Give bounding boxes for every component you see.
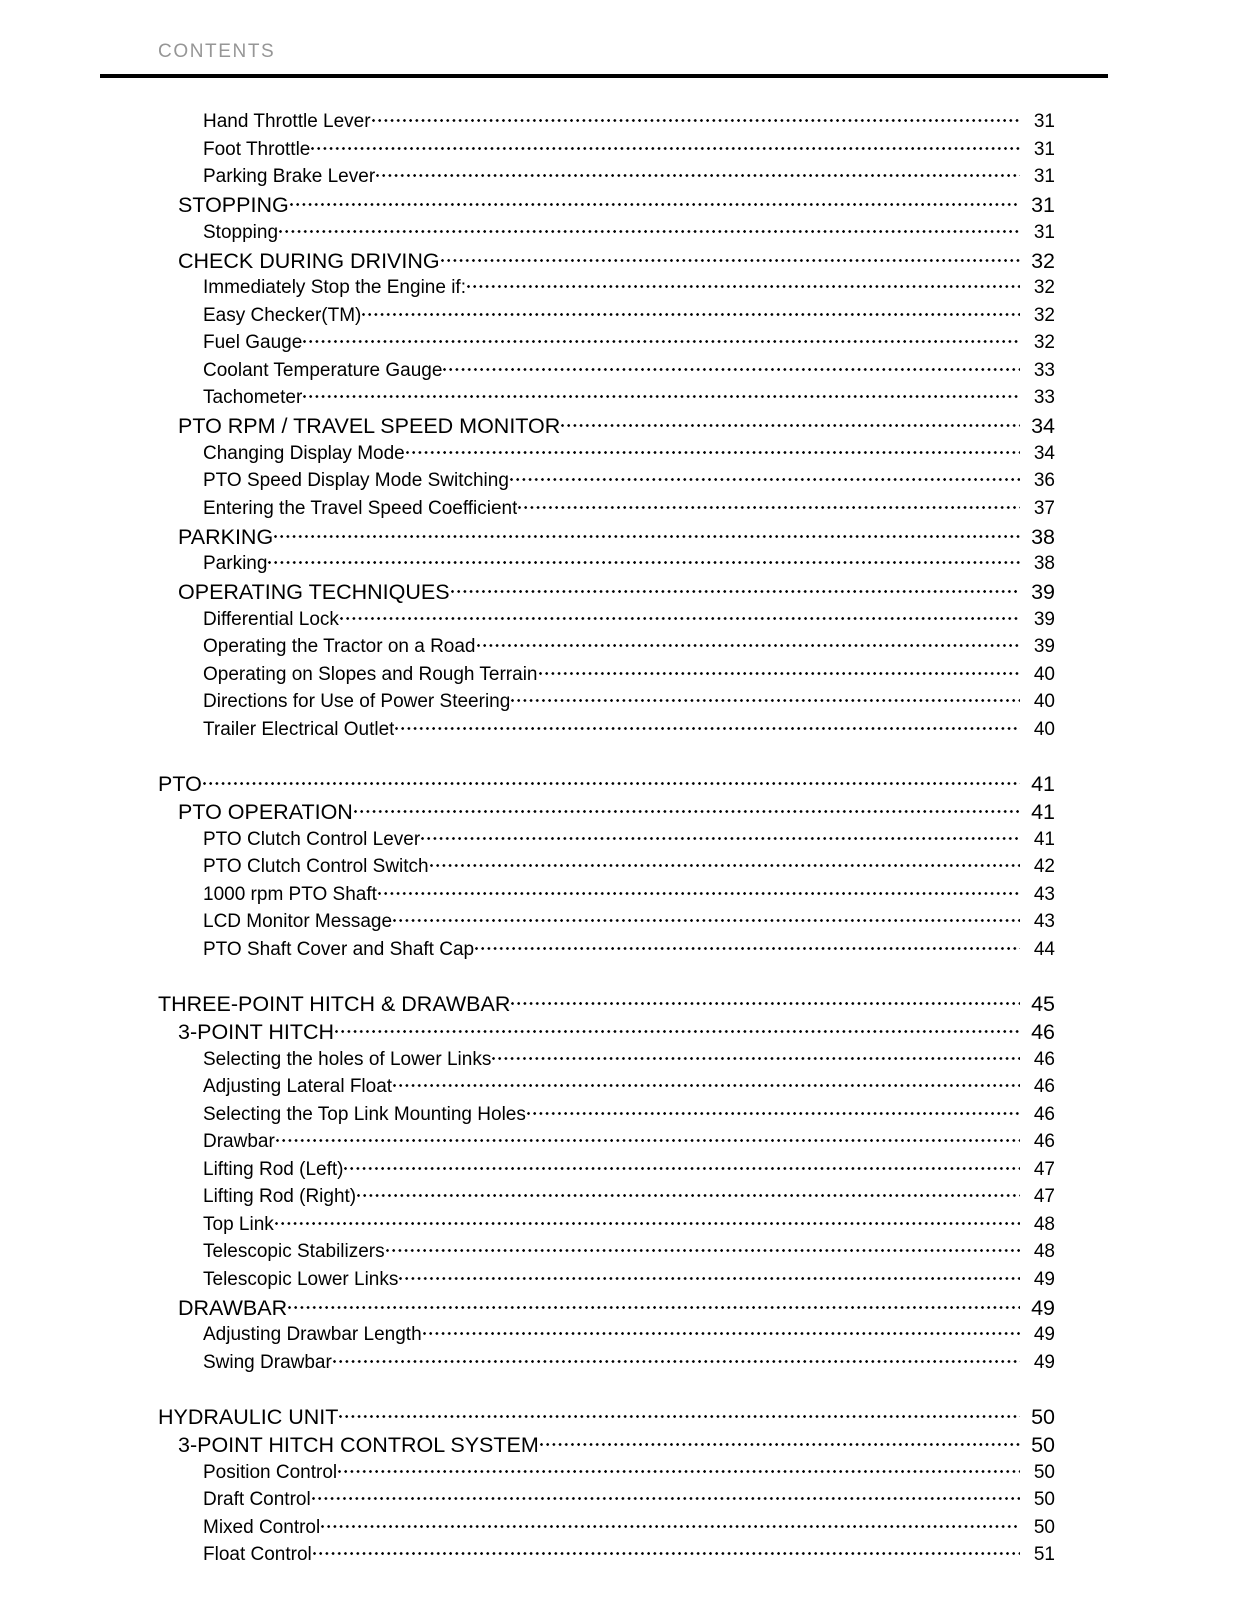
table-of-contents bbox=[0, 108, 1236, 1569]
toc-entry-page-number: 39 bbox=[1033, 608, 1055, 630]
toc-entry-page-number: 31 bbox=[1031, 193, 1055, 217]
toc-entry[interactable] bbox=[0, 522, 1236, 550]
toc-entry[interactable] bbox=[0, 1128, 1236, 1156]
toc-entry-title: Lifting Rod (Right) bbox=[203, 1186, 357, 1207]
toc-entry-page-number: 51 bbox=[1033, 1544, 1055, 1565]
toc-dot-leader bbox=[335, 1018, 1020, 1040]
toc-entry-title: Parking Brake Lever bbox=[203, 166, 376, 187]
toc-entry-page-number: 33 bbox=[1033, 387, 1055, 408]
toc-entry[interactable] bbox=[0, 1403, 1236, 1431]
toc-dot-leader bbox=[312, 1486, 1020, 1505]
toc-entry-page-number: 50 bbox=[1031, 1405, 1055, 1429]
toc-entry[interactable] bbox=[0, 688, 1236, 716]
toc-entry[interactable] bbox=[0, 1541, 1236, 1569]
toc-dot-leader bbox=[276, 1128, 1020, 1147]
toc-entry-page-number: 46 bbox=[1033, 1076, 1055, 1097]
toc-entry-title: Parking bbox=[203, 553, 268, 574]
toc-entry-page-number: 34 bbox=[1031, 414, 1055, 438]
toc-entry-title: LCD Monitor Message bbox=[203, 911, 393, 932]
toc-entry-page-number: 43 bbox=[1033, 911, 1055, 932]
toc-dot-leader bbox=[421, 826, 1020, 845]
toc-entry[interactable] bbox=[0, 716, 1236, 744]
toc-entry-page-number: 46 bbox=[1033, 1048, 1055, 1070]
toc-entry[interactable] bbox=[0, 219, 1236, 247]
toc-entry-title: Operating on Slopes and Rough Terrain bbox=[203, 663, 538, 685]
toc-entry-page-number: 37 bbox=[1033, 497, 1055, 519]
toc-entry-title: Stopping bbox=[203, 221, 279, 243]
toc-entry[interactable] bbox=[0, 384, 1236, 412]
toc-entry-page-number: 48 bbox=[1033, 1241, 1055, 1262]
toc-entry[interactable] bbox=[0, 881, 1236, 909]
toc-entry[interactable] bbox=[0, 550, 1236, 578]
toc-entry-page-number: 38 bbox=[1033, 553, 1055, 574]
toc-entry[interactable] bbox=[0, 1349, 1236, 1377]
toc-entry-title: Draft Control bbox=[203, 1489, 311, 1510]
toc-entry-title: Foot Throttle bbox=[203, 138, 311, 160]
toc-dot-leader bbox=[477, 633, 1021, 652]
toc-entry-title: PTO bbox=[158, 772, 202, 796]
toc-entry[interactable] bbox=[0, 606, 1236, 634]
toc-dot-leader bbox=[423, 1321, 1020, 1340]
toc-entry[interactable] bbox=[0, 1018, 1236, 1046]
toc-entry-title: PTO Shaft Cover and Shaft Cap bbox=[203, 938, 475, 960]
toc-entry-title: Telescopic Stabilizers bbox=[203, 1241, 385, 1262]
toc-dot-leader bbox=[376, 163, 1020, 182]
toc-entry-title: Fuel Gauge bbox=[203, 332, 303, 353]
toc-entry[interactable] bbox=[0, 1321, 1236, 1349]
toc-entry-page-number: 36 bbox=[1033, 470, 1055, 491]
toc-dot-leader bbox=[340, 606, 1020, 625]
toc-entry[interactable] bbox=[0, 1266, 1236, 1294]
toc-entry[interactable] bbox=[0, 495, 1236, 523]
toc-dot-leader bbox=[288, 1293, 1020, 1315]
toc-entry[interactable] bbox=[0, 467, 1236, 495]
toc-dot-leader bbox=[406, 440, 1020, 459]
toc-dot-leader bbox=[203, 770, 1020, 792]
toc-entry[interactable] bbox=[0, 302, 1236, 330]
toc-entry-title: CHECK DURING DRIVING bbox=[178, 248, 440, 273]
toc-entry[interactable] bbox=[0, 163, 1236, 191]
toc-entry-page-number: 32 bbox=[1031, 248, 1055, 273]
toc-entry[interactable] bbox=[0, 1459, 1236, 1487]
toc-entry-title: Easy Checker(TM) bbox=[203, 304, 362, 326]
toc-entry-page-number: 39 bbox=[1033, 636, 1055, 657]
toc-dot-leader bbox=[268, 550, 1020, 569]
toc-entry[interactable] bbox=[0, 108, 1236, 136]
toc-dot-leader bbox=[344, 1156, 1020, 1175]
toc-dot-leader bbox=[338, 1459, 1020, 1478]
toc-dot-leader bbox=[386, 1238, 1020, 1257]
toc-entry[interactable] bbox=[0, 1046, 1236, 1074]
toc-entry-title: Telescopic Lower Links bbox=[203, 1268, 399, 1290]
toc-entry-page-number: 34 bbox=[1033, 442, 1055, 464]
toc-entry-page-number: 38 bbox=[1031, 524, 1055, 549]
toc-entry-page-number: 42 bbox=[1033, 856, 1055, 877]
toc-entry-page-number: 43 bbox=[1033, 883, 1055, 905]
toc-dot-leader bbox=[321, 1514, 1020, 1533]
toc-dot-leader bbox=[441, 246, 1020, 268]
toc-dot-leader bbox=[475, 936, 1020, 955]
toc-entry[interactable] bbox=[0, 412, 1236, 440]
toc-entry-page-number: 47 bbox=[1033, 1158, 1055, 1180]
toc-entry-title: Float Control bbox=[203, 1544, 312, 1565]
toc-dot-leader bbox=[393, 1073, 1020, 1092]
toc-entry-title: STOPPING bbox=[178, 193, 289, 217]
toc-dot-leader bbox=[395, 716, 1020, 735]
toc-entry-title: Entering the Travel Speed Coefficient bbox=[203, 497, 518, 519]
toc-entry-page-number: 41 bbox=[1031, 800, 1055, 824]
toc-entry-page-number: 31 bbox=[1033, 166, 1055, 187]
toc-dot-leader bbox=[430, 853, 1020, 872]
header-divider bbox=[100, 74, 1108, 78]
toc-entry-title: Differential Lock bbox=[203, 608, 339, 630]
toc-dot-leader bbox=[492, 1046, 1020, 1065]
toc-entry-title: Changing Display Mode bbox=[203, 442, 405, 464]
toc-dot-leader bbox=[561, 412, 1020, 434]
toc-dot-leader bbox=[511, 990, 1020, 1012]
toc-entry-title: PTO RPM / TRAVEL SPEED MONITOR bbox=[178, 414, 561, 438]
toc-entry-page-number: 46 bbox=[1033, 1103, 1055, 1125]
toc-entry[interactable] bbox=[0, 798, 1236, 826]
toc-entry-page-number: 40 bbox=[1033, 718, 1055, 740]
toc-entry-page-number: 40 bbox=[1033, 691, 1055, 712]
toc-dot-leader bbox=[372, 108, 1020, 127]
toc-dot-leader bbox=[527, 1101, 1020, 1120]
toc-entry[interactable] bbox=[0, 633, 1236, 661]
toc-entry-page-number: 50 bbox=[1033, 1461, 1055, 1483]
toc-entry-title: Selecting the Top Link Mounting Holes bbox=[203, 1103, 526, 1125]
toc-dot-leader bbox=[443, 357, 1020, 376]
toc-entry-page-number: 31 bbox=[1033, 111, 1055, 132]
toc-entry-title: THREE-POINT HITCH & DRAWBAR bbox=[158, 992, 511, 1016]
toc-entry-page-number: 32 bbox=[1033, 277, 1055, 298]
toc-dot-leader bbox=[275, 1211, 1020, 1230]
toc-entry-page-number: 46 bbox=[1031, 1020, 1055, 1044]
toc-dot-leader bbox=[279, 219, 1020, 238]
toc-entry[interactable] bbox=[0, 1293, 1236, 1321]
toc-dot-leader bbox=[518, 495, 1020, 514]
toc-dot-leader bbox=[313, 1541, 1020, 1560]
toc-dot-leader bbox=[274, 522, 1020, 544]
toc-entry-title: Operating the Tractor on a Road bbox=[203, 636, 476, 657]
toc-entry[interactable] bbox=[0, 191, 1236, 219]
toc-entry-page-number: 33 bbox=[1033, 359, 1055, 381]
toc-entry-page-number: 46 bbox=[1033, 1131, 1055, 1152]
toc-dot-leader bbox=[539, 661, 1021, 680]
toc-dot-leader bbox=[333, 1349, 1020, 1368]
toc-entry[interactable] bbox=[0, 357, 1236, 385]
toc-entry[interactable] bbox=[0, 936, 1236, 964]
toc-entry[interactable] bbox=[0, 826, 1236, 854]
toc-entry-page-number: 31 bbox=[1033, 221, 1055, 243]
toc-entry-title: 3-POINT HITCH bbox=[178, 1020, 335, 1044]
toc-dot-leader bbox=[339, 1403, 1020, 1425]
toc-dot-leader bbox=[451, 578, 1020, 600]
page-header bbox=[100, 40, 1108, 78]
toc-entry-page-number: 50 bbox=[1031, 1433, 1055, 1457]
toc-entry-page-number: 40 bbox=[1033, 663, 1055, 685]
toc-entry-title: Selecting the holes of Lower Links bbox=[203, 1048, 492, 1070]
toc-dot-leader bbox=[362, 302, 1020, 321]
toc-entry-title: Lifting Rod (Left) bbox=[203, 1158, 344, 1180]
toc-entry-title: Drawbar bbox=[203, 1131, 275, 1152]
toc-entry[interactable] bbox=[0, 661, 1236, 689]
toc-entry-title: Top Link bbox=[203, 1213, 274, 1235]
toc-entry[interactable] bbox=[0, 1514, 1236, 1542]
toc-dot-leader bbox=[354, 798, 1020, 820]
toc-entry[interactable] bbox=[0, 578, 1236, 606]
toc-entry-title: 3-POINT HITCH CONTROL SYSTEM bbox=[178, 1433, 539, 1457]
toc-entry[interactable] bbox=[0, 246, 1236, 274]
toc-dot-leader bbox=[399, 1266, 1020, 1285]
toc-entry-page-number: 45 bbox=[1031, 992, 1055, 1016]
toc-dot-leader bbox=[357, 1183, 1020, 1202]
toc-entry[interactable] bbox=[0, 1156, 1236, 1184]
toc-entry[interactable] bbox=[0, 274, 1236, 302]
toc-dot-leader bbox=[378, 881, 1020, 900]
toc-entry-page-number: 44 bbox=[1033, 938, 1055, 960]
toc-dot-leader bbox=[540, 1431, 1020, 1453]
toc-dot-leader bbox=[510, 467, 1020, 486]
toc-entry-title: Adjusting Lateral Float bbox=[203, 1076, 393, 1097]
toc-entry-title: Hand Throttle Lever bbox=[203, 111, 371, 132]
toc-entry[interactable] bbox=[0, 1486, 1236, 1514]
toc-entry[interactable] bbox=[0, 1238, 1236, 1266]
toc-entry-title: PTO Speed Display Mode Switching bbox=[203, 470, 509, 491]
toc-dot-leader bbox=[511, 688, 1020, 707]
toc-entry-title: 1000 rpm PTO Shaft bbox=[203, 883, 377, 905]
toc-entry-page-number: 32 bbox=[1033, 304, 1055, 326]
toc-entry-title: PTO OPERATION bbox=[178, 800, 353, 824]
toc-entry-page-number: 49 bbox=[1033, 1351, 1055, 1373]
toc-dot-leader bbox=[467, 274, 1020, 293]
toc-entry-page-number: 41 bbox=[1033, 828, 1055, 850]
toc-entry[interactable] bbox=[0, 329, 1236, 357]
toc-entry-page-number: 47 bbox=[1033, 1186, 1055, 1207]
toc-dot-leader bbox=[311, 136, 1020, 155]
toc-entry-title: Directions for Use of Power Steering bbox=[203, 691, 511, 712]
toc-entry-title: Adjusting Drawbar Length bbox=[203, 1324, 422, 1345]
toc-entry[interactable] bbox=[0, 990, 1236, 1018]
toc-entry-title: Position Control bbox=[203, 1461, 338, 1483]
toc-entry-title: OPERATING TECHNIQUES bbox=[178, 580, 450, 604]
toc-entry-title: PTO Clutch Control Lever bbox=[203, 828, 421, 850]
toc-dot-leader bbox=[290, 191, 1020, 213]
toc-entry-title: PARKING bbox=[178, 524, 274, 549]
toc-entry-title: Immediately Stop the Engine if: bbox=[203, 277, 466, 298]
toc-entry[interactable] bbox=[0, 136, 1236, 164]
toc-entry-title: Trailer Electrical Outlet bbox=[203, 718, 395, 740]
toc-entry[interactable] bbox=[0, 1073, 1236, 1101]
toc-entry-page-number: 50 bbox=[1033, 1489, 1055, 1510]
toc-entry-page-number: 49 bbox=[1031, 1295, 1055, 1320]
toc-entry-page-number: 50 bbox=[1033, 1516, 1055, 1538]
toc-entry[interactable] bbox=[0, 1431, 1236, 1459]
toc-entry-page-number: 31 bbox=[1033, 138, 1055, 160]
toc-entry-title: Tachometer bbox=[203, 387, 303, 408]
toc-entry-title: Coolant Temperature Gauge bbox=[203, 359, 443, 381]
toc-entry-page-number: 48 bbox=[1033, 1213, 1055, 1235]
toc-entry[interactable] bbox=[0, 1211, 1236, 1239]
toc-dot-leader bbox=[303, 384, 1020, 403]
toc-entry-title: Mixed Control bbox=[203, 1516, 321, 1538]
toc-entry[interactable] bbox=[0, 440, 1236, 468]
toc-entry[interactable] bbox=[0, 908, 1236, 936]
toc-entry-page-number: 49 bbox=[1033, 1268, 1055, 1290]
toc-dot-leader bbox=[303, 329, 1020, 348]
toc-dot-leader bbox=[393, 908, 1020, 927]
toc-entry-page-number: 49 bbox=[1033, 1324, 1055, 1345]
toc-entry[interactable] bbox=[0, 1101, 1236, 1129]
toc-entry-title: HYDRAULIC UNIT bbox=[158, 1405, 339, 1429]
toc-entry-title: PTO Clutch Control Switch bbox=[203, 856, 429, 877]
toc-entry-title: Swing Drawbar bbox=[203, 1351, 332, 1373]
toc-entry-title: DRAWBAR bbox=[178, 1295, 288, 1320]
toc-entry-page-number: 32 bbox=[1033, 332, 1055, 353]
toc-entry[interactable] bbox=[0, 770, 1236, 798]
toc-entry-page-number: 39 bbox=[1031, 580, 1055, 604]
toc-entry[interactable] bbox=[0, 1183, 1236, 1211]
page-header-title: CONTENTS bbox=[158, 41, 276, 62]
toc-entry-page-number: 41 bbox=[1031, 772, 1055, 796]
toc-entry[interactable] bbox=[0, 853, 1236, 881]
